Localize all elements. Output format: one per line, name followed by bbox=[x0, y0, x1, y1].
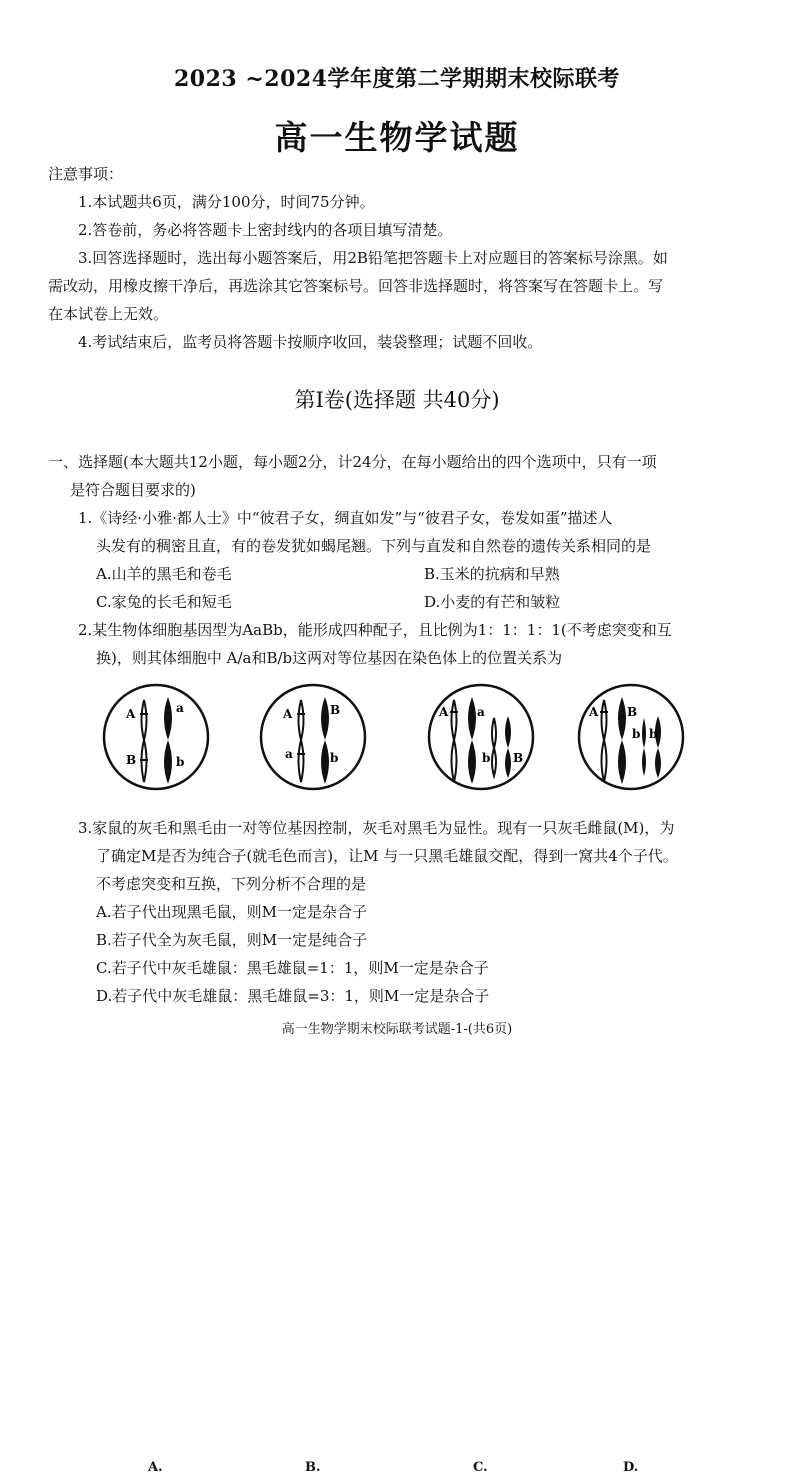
allele-label: b bbox=[176, 755, 185, 769]
allele-label: a bbox=[176, 701, 184, 715]
allele-label: B bbox=[627, 705, 638, 719]
chromosome-diagrams bbox=[96, 672, 716, 812]
question-2-stem: 2.某生物体细胞基因型为AaBb，能形成四种配子，且比例为1：1：1：1(不考虑突变和互 bbox=[78, 621, 672, 639]
cell-c bbox=[429, 685, 533, 789]
question-2-stem: 换)，则其体细胞中 A/a和B/b这两对等位基因在染色体上的位置关系为 bbox=[96, 649, 563, 667]
exam-subtitle: 高一生物学试题 bbox=[274, 118, 520, 157]
notice-item: 在本试卷上无效。 bbox=[48, 305, 169, 323]
figure-caption-d: D. bbox=[623, 1460, 639, 1475]
notice-item: 4.考试结束后，监考员将答题卡按顺序收回，装袋整理；试题不回收。 bbox=[78, 333, 543, 351]
allele-label: A bbox=[283, 707, 293, 721]
allele-label: b bbox=[649, 727, 658, 741]
notice-item: 需改动，用橡皮擦干净后，再选涂其它答案标号。回答非选择题时，将答案写在答题卡上。写 bbox=[48, 277, 664, 295]
allele-label: B bbox=[126, 753, 137, 767]
figure-caption-b: B. bbox=[305, 1460, 321, 1475]
allele-label: A bbox=[126, 707, 136, 721]
cell-a bbox=[104, 685, 208, 789]
question-3-stem: 了确定M是否为纯合子(就毛色而言)，让M 与一只黑毛雄鼠交配，得到一窝共4个子代。 bbox=[96, 847, 678, 865]
part-instructions: 是符合题目要求的) bbox=[70, 481, 196, 499]
allele-label: A bbox=[589, 705, 599, 719]
question-3-stem: 3.家鼠的灰毛和黑毛由一对等位基因控制，灰毛对黑毛为显性。现有一只灰毛雌鼠(M)，为 bbox=[78, 819, 675, 837]
question-3-option-c: C.若子代中灰毛雄鼠：黑毛雄鼠=1：1，则M一定是杂合子 bbox=[96, 959, 489, 977]
question-1-option-b: B.玉米的抗病和早熟 bbox=[424, 565, 560, 583]
section-title: 第Ⅰ卷(选择题 共40分) bbox=[294, 388, 500, 412]
allele-label: a bbox=[285, 747, 293, 761]
figure-caption-a: A. bbox=[148, 1460, 163, 1475]
allele-label: a bbox=[477, 705, 485, 719]
allele-label: b bbox=[632, 727, 641, 741]
question-3-stem: 不考虑突变和互换，下列分析不合理的是 bbox=[96, 875, 367, 893]
allele-label: A bbox=[439, 705, 449, 719]
notice-item: 1.本试题共6页，满分100分，时间75分钟。 bbox=[78, 193, 375, 211]
page-footer: 高一生物学期末校际联考试题-1-(共6页) bbox=[281, 1022, 513, 1037]
exam-title: 2023 ~2024学年度第二学期期末校际联考 bbox=[173, 66, 621, 92]
notice-item: 3.回答选择题时，选出每小题答案后，用2B铅笔把答题卡上对应题目的答案标号涂黑。如 bbox=[78, 249, 668, 267]
allele-label: B bbox=[513, 751, 524, 765]
allele-label: b bbox=[482, 751, 491, 765]
question-1-option-d: D.小麦的有芒和皱粒 bbox=[424, 593, 561, 611]
notice-heading: 注意事项： bbox=[48, 165, 124, 183]
cell-b bbox=[261, 685, 365, 789]
question-1-stem: 1.《诗经·小雅·都人士》中“彼君子女，绸直如发”与“彼君子女，卷发如蛋”描述人 bbox=[78, 509, 613, 527]
question-1-option-a: A.山羊的黑毛和卷毛 bbox=[96, 565, 232, 583]
question-1-option-c: C.家兔的长毛和短毛 bbox=[96, 593, 232, 611]
question-3-option-b: B.若子代全为灰毛鼠，则M一定是纯合子 bbox=[96, 931, 368, 949]
question-3-option-d: D.若子代中灰毛雄鼠：黑毛雄鼠=3：1，则M一定是杂合子 bbox=[96, 987, 490, 1005]
cell-d bbox=[579, 685, 683, 789]
part-instructions: 一、选择题(本大题共12小题，每小题2分，计24分，在每小题给出的四个选项中，只有一项 bbox=[48, 453, 657, 471]
figure-caption-c: C. bbox=[473, 1460, 488, 1475]
question-1-stem: 头发有的稠密且直，有的卷发犹如蝎尾翘。下列与直发和自然卷的遗传关系相同的是 bbox=[96, 537, 652, 555]
allele-label: B bbox=[330, 703, 341, 717]
notice-item: 2.答卷前，务必将答题卡上密封线内的各项目填写清楚。 bbox=[78, 221, 453, 239]
allele-label: b bbox=[330, 751, 339, 765]
question-3-option-a: A.若子代出现黑毛鼠，则M一定是杂合子 bbox=[96, 903, 367, 921]
